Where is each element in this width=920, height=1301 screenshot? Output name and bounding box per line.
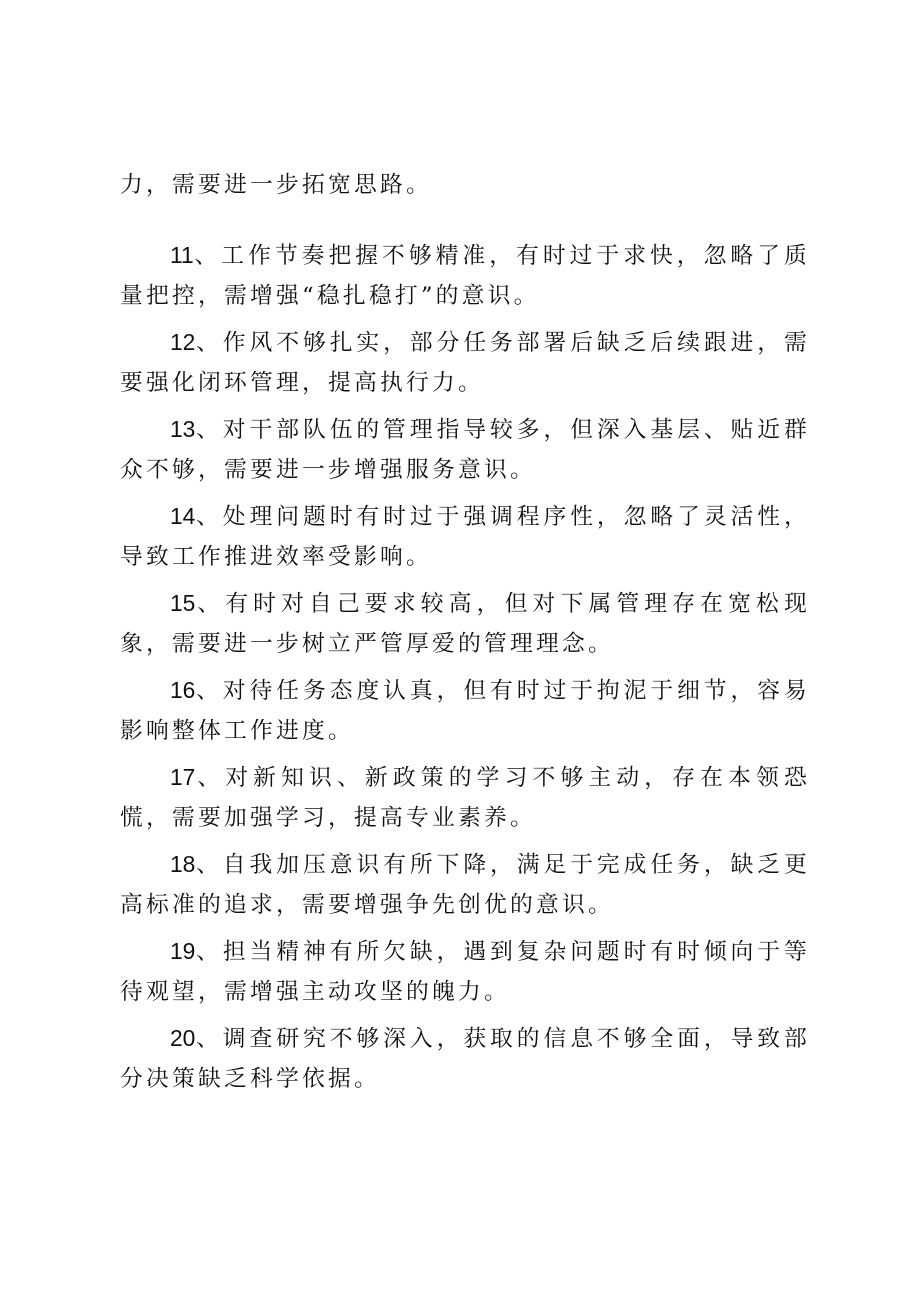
item-text: 、有时对自己要求较高，但对下属管理存在宽松现象，需要进一步树立严管厚爱的管理理念。 [120,591,810,657]
item-text: 、对干部队伍的管理指导较多，但深入基层、贴近群众不够，需要进一步增强服务意识。 [120,417,810,483]
list-item [120,931,810,1012]
item-number: 20 [170,1025,196,1051]
list-item [120,409,810,490]
item-number: 12 [170,329,196,355]
list-item [120,670,810,751]
item-number: 11 [170,242,194,268]
item-text: 、处理问题时有时过于强调程序性，忽略了灵活性，导致工作推进效率受影响。 [120,504,810,570]
item-number: 18 [170,851,196,877]
numbered-list [120,235,810,1105]
list-item [120,322,810,403]
item-text: 、对新知识、新政策的学习不够主动，存在本领恐慌，需要加强学习，提高专业素养。 [120,765,810,831]
item-text: 、对待任务态度认真，但有时过于拘泥于细节，容易影响整体工作进度。 [120,678,810,744]
item-text: 、担当精神有所欠缺，遇到复杂问题时有时倾向于等待观望，需增强主动攻坚的魄力。 [120,939,810,1005]
list-item [120,583,810,664]
item-number: 17 [170,764,196,790]
item-text: 、调查研究不够深入，获取的信息不够全面，导致部分决策缺乏科学依据。 [120,1026,810,1092]
list-item [120,1018,810,1099]
item-number: 19 [170,938,196,964]
item-text: 、自我加压意识有所下降，满足于完成任务，缺乏更高标准的追求，需要增强争先创优的意识。 [120,852,810,918]
list-item [120,844,810,925]
item-text: 、工作节奏把握不够精准，有时过于求快，忽略了质量把控，需增强“稳扎稳打”的意识。 [120,243,810,309]
continuation-paragraph: 力，需要进一步拓宽思路。 [120,172,432,198]
item-text: 、作风不够扎实，部分任务部署后缺乏后续跟进，需要强化闭环管理，提高执行力。 [120,330,810,396]
list-item [120,757,810,838]
list-item [120,496,810,577]
item-number: 16 [170,677,196,703]
item-number: 14 [170,503,196,529]
item-number: 15 [170,590,196,616]
list-item [120,235,810,316]
item-number: 13 [170,416,196,442]
